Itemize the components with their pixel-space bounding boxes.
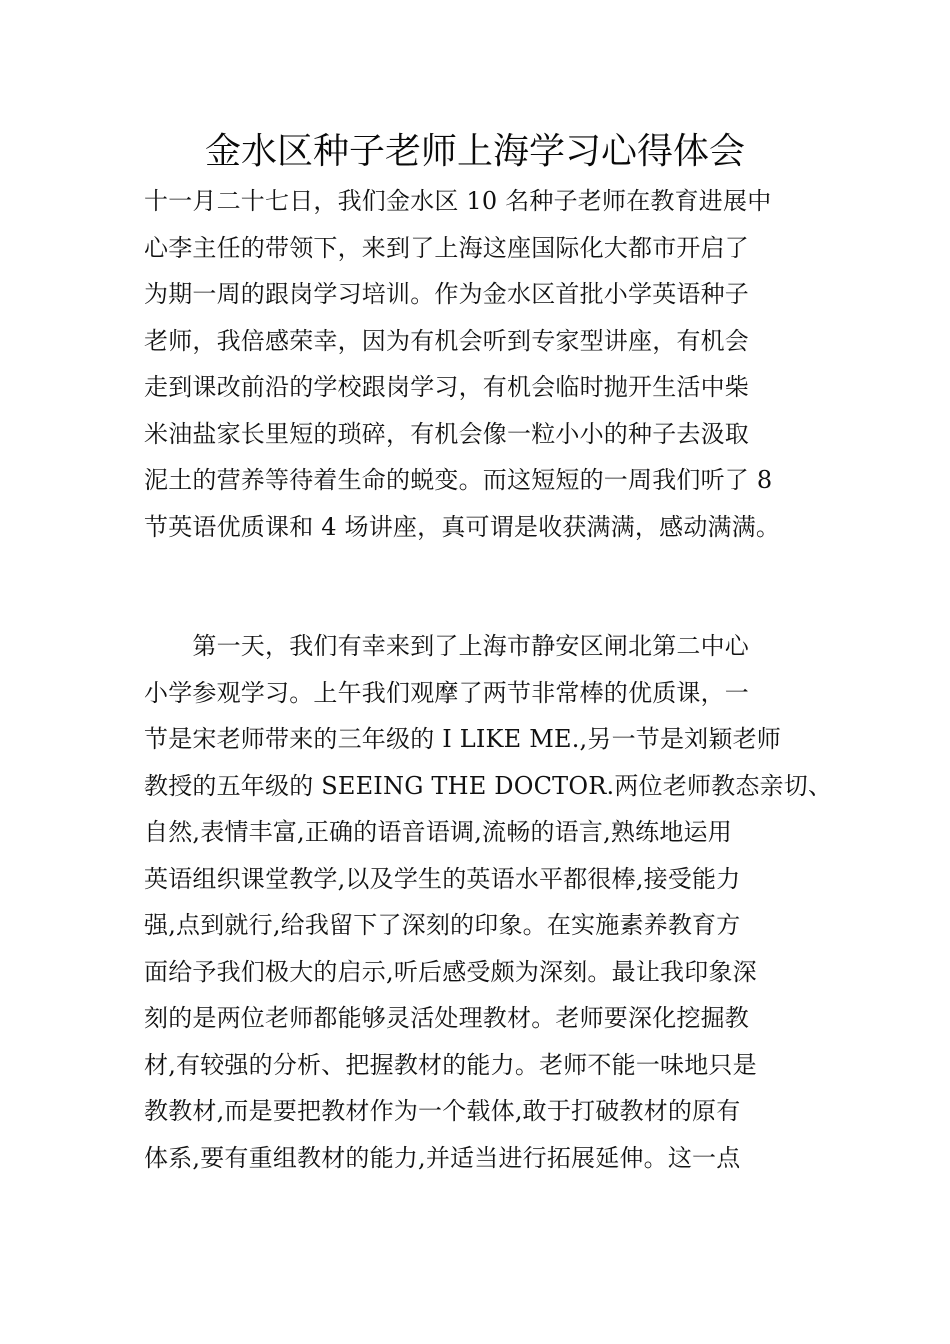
- text-line: 心李主任的带领下，来到了上海这座国际化大都市开启了: [144, 233, 749, 262]
- text-line: 泥土的营养等待着生命的蜕变。而这短短的一周我们听了 8: [144, 466, 773, 494]
- text-line: 走到课改前沿的学校跟岗学习，有机会临时抛开生活中柴: [144, 373, 749, 401]
- paragraph-day-one: [144, 623, 833, 1181]
- text-line: 面给予我们极大的启示,听后感受颇为深刻。最让我印象深: [144, 957, 757, 986]
- text-line: 节是宋老师带来的三年级的 I LIKE ME.,另一节是刘颖老师: [144, 725, 781, 753]
- text-line: 刻的是两位老师都能够灵活处理教材。老师要深化挖掘教: [144, 1004, 749, 1032]
- text-line: 强,点到就行,给我留下了深刻的印象。在实施素养教育方: [144, 911, 741, 939]
- text-line: 体系,要有重组教材的能力,并适当进行拓展延伸。这一点: [144, 1143, 741, 1172]
- text-line: 为期一周的跟岗学习培训。作为金水区首批小学英语种子: [144, 280, 749, 308]
- text-line: 十一月二十七日，我们金水区 10 名种子老师在教育进展中: [144, 187, 772, 215]
- text-line: 小学参观学习。上午我们观摩了两节非常棒的优质课，一: [144, 678, 749, 707]
- text-line: 节英语优质课和 4 场讲座，真可谓是收获满满，感动满满。: [144, 512, 781, 541]
- text-line: 英语组织课堂教学,以及学生的英语水平都很棒,接受能力: [144, 864, 741, 893]
- document-title: 金水区种子老师上海学习心得体会: [204, 131, 745, 172]
- paragraph-intro: [144, 178, 814, 550]
- text-line: 教授的五年级的 SEEING THE DOCTOR.两位老师教态亲切、: [144, 771, 833, 800]
- text-line: 第一天，我们有幸来到了上海市静安区闸北第二中心: [144, 632, 749, 660]
- text-line: 米油盐家长里短的琐碎，有机会像一粒小小的种子去汲取: [144, 419, 749, 448]
- text-line: 老师，我倍感荣幸，因为有机会听到专家型讲座，有机会: [144, 326, 749, 355]
- text-line: 教教材,而是要把教材作为一个载体,敢于打破教材的原有: [144, 1097, 741, 1125]
- text-line: 材,有较强的分析、把握教材的能力。老师不能一味地只是: [144, 1050, 757, 1079]
- text-line: 自然,表情丰富,正确的语音语调,流畅的语言,熟练地运用: [144, 818, 732, 846]
